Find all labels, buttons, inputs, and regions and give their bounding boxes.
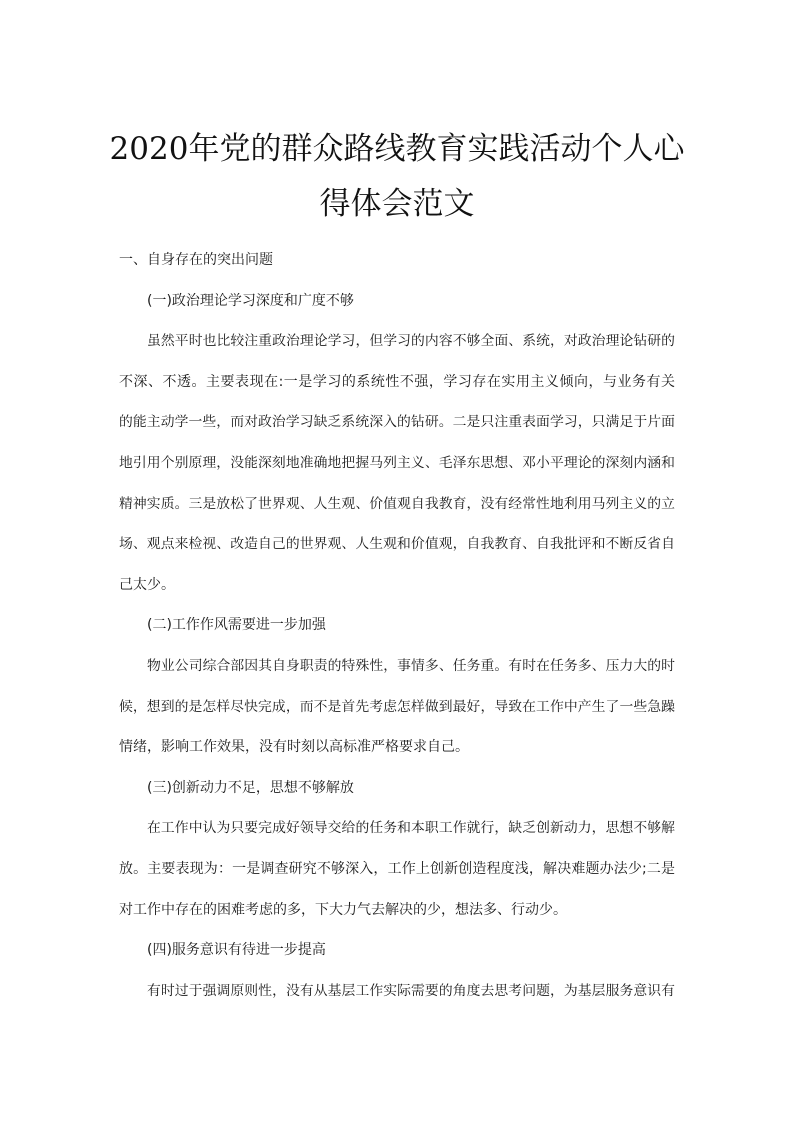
subsection-heading-3: (三)创新动力不足，思想不够解放 xyxy=(147,779,354,796)
subsection-heading-1: (一)政治理论学习深度和广度不够 xyxy=(147,292,354,309)
paragraph-line: 不深、不透。主要表现在:一是学习的系统性不强，学习存在实用主义倾向，与业务有关 xyxy=(119,373,675,390)
paragraph-line: 地引用个别原理，没能深刻地准确地把握马列主义、毛泽东思想、邓小平理论的深刻内涵和 xyxy=(119,455,675,471)
paragraph-line: 的能主动学一些，而对政治学习缺乏系统深入的钻研。二是只注重表面学习，只满足于片面 xyxy=(119,414,675,431)
paragraph-line: 对工作中存在的困难考虑的多，下大力气去解决的少，想法多、行动少。 xyxy=(119,901,567,918)
title-line-2: 得体会范文 xyxy=(319,186,475,222)
paragraph-line: 场、观点来检视、改造自己的世界观、人生观和价值观，自我教育、自我批评和不断反省自 xyxy=(119,536,675,553)
paragraph-line: 候，想到的是怎样尽快完成，而不是首先考虑怎样做到最好，导致在工作中产生了一些急躁 xyxy=(119,698,675,715)
paragraph-line: 有时过于强调原则性，没有从基层工作实际需要的角度去思考问题，为基层服务意识有 xyxy=(147,982,675,999)
section-heading: 一、自身存在的突出问题 xyxy=(119,252,273,268)
subsection-heading-2: (二)工作作风需要进一步加强 xyxy=(147,617,326,634)
paragraph-line: 虽然平时也比较注重政治理论学习，但学习的内容不够全面、系统，对政治理论钻研的 xyxy=(147,333,675,350)
paragraph-line: 在工作中认为只要完成好领导交给的任务和本职工作就行，缺乏创新动力，思想不够解 xyxy=(147,820,675,837)
paragraph-line: 放。主要表现为：一是调查研究不够深入，工作上创新创造程度浅，解决难题办法少;二是 xyxy=(119,861,675,877)
title-line-1: 2020年党的群众路线教育实践活动个人心 xyxy=(109,131,685,167)
paragraph-line: 情绪，影响工作效果，没有时刻以高标准严格要求自己。 xyxy=(119,739,469,756)
subsection-heading-4: (四)服务意识有待进一步提高 xyxy=(147,942,326,959)
paragraph-line: 物业公司综合部因其自身职责的特殊性，事情多、任务重。有时在任务多、压力大的时 xyxy=(147,658,675,674)
paragraph-line: 精神实质。三是放松了世界观、人生观、价值观自我教育，没有经常性地利用马列主义的立 xyxy=(119,495,675,512)
paragraph-line: 己太少。 xyxy=(119,576,175,593)
document-title xyxy=(100,122,694,232)
